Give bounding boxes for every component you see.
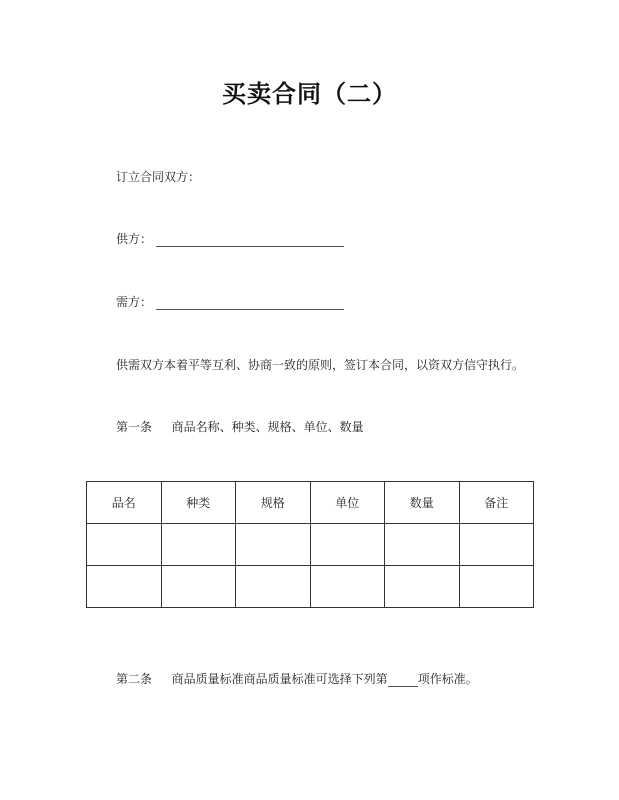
table-cell[interactable] xyxy=(385,566,460,608)
supplier-line xyxy=(116,230,344,247)
table-cell[interactable] xyxy=(236,566,311,608)
table-cell[interactable] xyxy=(310,566,385,608)
supplier-blank[interactable] xyxy=(156,232,344,247)
table-cell[interactable] xyxy=(161,524,236,566)
article2-number: 第二条 xyxy=(116,672,153,686)
article1-title: 商品名称、种类、规格、单位、数量 xyxy=(171,420,364,434)
header-unit: 单位 xyxy=(310,482,385,524)
document-title: 买卖合同（二） xyxy=(222,80,397,108)
table-cell[interactable] xyxy=(87,566,162,608)
header-quantity: 数量 xyxy=(385,482,460,524)
supplier-label: 供方： xyxy=(116,232,153,246)
table-cell[interactable] xyxy=(310,524,385,566)
buyer-blank[interactable] xyxy=(156,295,344,310)
header-specification: 规格 xyxy=(236,482,311,524)
buyer-label: 需方： xyxy=(116,295,153,309)
table-row xyxy=(87,524,534,566)
standard-item-blank[interactable] xyxy=(388,673,418,687)
header-remarks: 备注 xyxy=(459,482,534,524)
table-cell[interactable] xyxy=(385,524,460,566)
table-cell[interactable] xyxy=(459,566,534,608)
article2-line xyxy=(116,670,478,687)
principle-text: 供需双方本着平等互利、协商一致的原则，签订本合同，以资双方信守执行。 xyxy=(116,358,525,372)
table-cell[interactable] xyxy=(236,524,311,566)
header-product-name: 品名 xyxy=(87,482,162,524)
buyer-line xyxy=(116,293,344,310)
table-cell[interactable] xyxy=(87,524,162,566)
table-cell[interactable] xyxy=(459,524,534,566)
table-cell[interactable] xyxy=(161,566,236,608)
article2-text-before: 商品质量标准商品质量标准可选择下列第 xyxy=(171,672,388,686)
parties-label: 订立合同双方： xyxy=(116,170,201,184)
goods-table xyxy=(86,481,534,608)
article2-text-after: 项作标准。 xyxy=(417,672,478,686)
article1-number: 第一条 xyxy=(116,420,153,434)
table-row xyxy=(87,566,534,608)
header-category: 种类 xyxy=(161,482,236,524)
table-header-row xyxy=(87,482,534,524)
article1-heading xyxy=(116,418,364,435)
